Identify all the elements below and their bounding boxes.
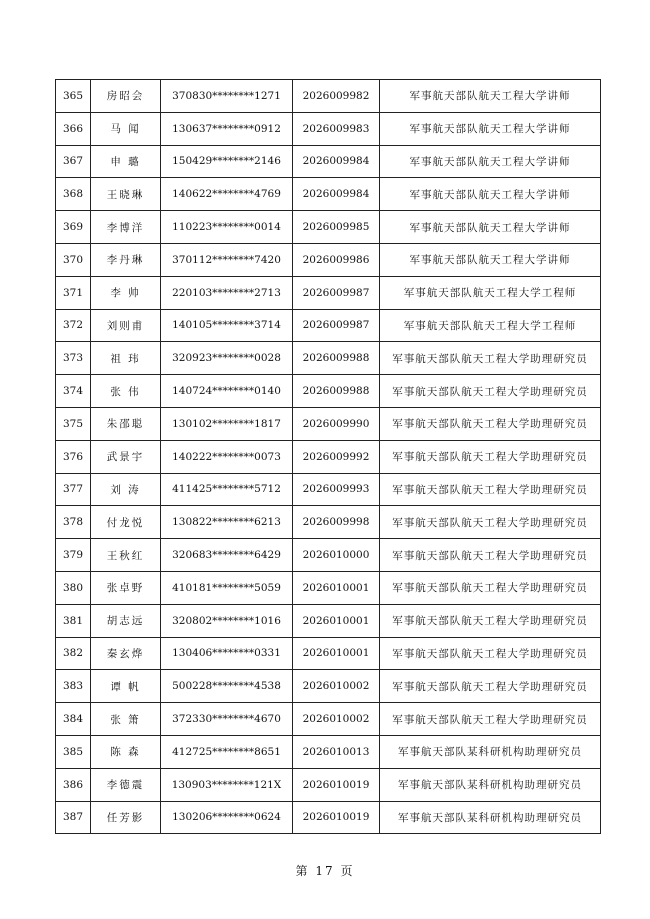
id-number: 320802********1016 [161, 604, 293, 637]
table-row [56, 112, 601, 145]
table-row [56, 670, 601, 703]
id-number: 220103********2713 [161, 276, 293, 309]
exam-number: 2026009987 [293, 309, 380, 342]
table-row [56, 309, 601, 342]
table-row [56, 506, 601, 539]
candidate-name: 秦玄烨 [91, 637, 161, 670]
table-row [56, 539, 601, 572]
table-row [56, 735, 601, 768]
id-number: 130903********121X [161, 768, 293, 801]
exam-number: 2026009984 [293, 145, 380, 178]
row-number: 376 [56, 440, 91, 473]
candidate-name: 申 璐 [91, 145, 161, 178]
exam-number: 2026009993 [293, 473, 380, 506]
row-number: 380 [56, 571, 91, 604]
candidate-table-body [56, 80, 601, 834]
exam-number: 2026009987 [293, 276, 380, 309]
candidate-name: 陈 森 [91, 735, 161, 768]
table-row [56, 211, 601, 244]
id-number: 320923********0028 [161, 342, 293, 375]
exam-number: 2026009990 [293, 407, 380, 440]
exam-number: 2026009992 [293, 440, 380, 473]
exam-number: 2026010019 [293, 801, 380, 834]
id-number: 130102********1817 [161, 407, 293, 440]
exam-number: 2026010001 [293, 637, 380, 670]
candidate-name: 马 闻 [91, 112, 161, 145]
id-number: 140724********0140 [161, 375, 293, 408]
exam-number: 2026010013 [293, 735, 380, 768]
id-number: 130822********6213 [161, 506, 293, 539]
table-row [56, 571, 601, 604]
candidate-name: 刘 涛 [91, 473, 161, 506]
id-number: 140222********0073 [161, 440, 293, 473]
exam-number: 2026009988 [293, 375, 380, 408]
candidate-name: 张 箫 [91, 703, 161, 736]
id-number: 410181********5059 [161, 571, 293, 604]
candidate-name: 张 伟 [91, 375, 161, 408]
table-row [56, 342, 601, 375]
exam-number: 2026009988 [293, 342, 380, 375]
candidate-name: 刘则甫 [91, 309, 161, 342]
position-title: 军事航天部队航天工程大学助理研究员 [380, 407, 601, 440]
row-number: 371 [56, 276, 91, 309]
table-row [56, 407, 601, 440]
table-row [56, 80, 601, 113]
row-number: 375 [56, 407, 91, 440]
exam-number: 2026009984 [293, 178, 380, 211]
position-title: 军事航天部队航天工程大学工程师 [380, 276, 601, 309]
position-title: 军事航天部队航天工程大学讲师 [380, 145, 601, 178]
position-title: 军事航天部队航天工程大学讲师 [380, 211, 601, 244]
row-number: 381 [56, 604, 91, 637]
position-title: 军事航天部队航天工程大学助理研究员 [380, 473, 601, 506]
row-number: 373 [56, 342, 91, 375]
candidate-name: 任芳影 [91, 801, 161, 834]
candidate-name: 李博洋 [91, 211, 161, 244]
row-number: 387 [56, 801, 91, 834]
id-number: 412725********8651 [161, 735, 293, 768]
row-number: 367 [56, 145, 91, 178]
id-number: 150429********2146 [161, 145, 293, 178]
position-title: 军事航天部队航天工程大学助理研究员 [380, 375, 601, 408]
position-title: 军事航天部队航天工程大学讲师 [380, 112, 601, 145]
table-row [56, 276, 601, 309]
position-title: 军事航天部队航天工程大学助理研究员 [380, 440, 601, 473]
row-number: 379 [56, 539, 91, 572]
row-number: 366 [56, 112, 91, 145]
table-row [56, 703, 601, 736]
exam-number: 2026010019 [293, 768, 380, 801]
position-title: 军事航天部队航天工程大学助理研究员 [380, 506, 601, 539]
row-number: 369 [56, 211, 91, 244]
id-number: 372330********4670 [161, 703, 293, 736]
table-row [56, 604, 601, 637]
id-number: 320683********6429 [161, 539, 293, 572]
id-number: 130637********0912 [161, 112, 293, 145]
candidate-name: 王晓琳 [91, 178, 161, 211]
candidate-name: 李丹琳 [91, 243, 161, 276]
row-number: 374 [56, 375, 91, 408]
id-number: 370112********7420 [161, 243, 293, 276]
id-number: 500228********4538 [161, 670, 293, 703]
table-row [56, 178, 601, 211]
position-title: 军事航天部队航天工程大学讲师 [380, 178, 601, 211]
exam-number: 2026010001 [293, 604, 380, 637]
exam-number: 2026009983 [293, 112, 380, 145]
exam-number: 2026009998 [293, 506, 380, 539]
row-number: 385 [56, 735, 91, 768]
candidate-name: 李 帅 [91, 276, 161, 309]
position-title: 军事航天部队航天工程大学助理研究员 [380, 637, 601, 670]
exam-number: 2026010002 [293, 670, 380, 703]
exam-number: 2026010000 [293, 539, 380, 572]
position-title: 军事航天部队航天工程大学助理研究员 [380, 703, 601, 736]
position-title: 军事航天部队航天工程大学助理研究员 [380, 670, 601, 703]
position-title: 军事航天部队某科研机构助理研究员 [380, 735, 601, 768]
id-number: 140105********3714 [161, 309, 293, 342]
table-row [56, 801, 601, 834]
candidate-name: 祖 玮 [91, 342, 161, 375]
id-number: 130406********0331 [161, 637, 293, 670]
position-title: 军事航天部队航天工程大学助理研究员 [380, 342, 601, 375]
candidate-name: 谭 帆 [91, 670, 161, 703]
row-number: 368 [56, 178, 91, 211]
position-title: 军事航天部队航天工程大学助理研究员 [380, 571, 601, 604]
id-number: 411425********5712 [161, 473, 293, 506]
table-row [56, 243, 601, 276]
id-number: 370830********1271 [161, 80, 293, 113]
position-title: 军事航天部队某科研机构助理研究员 [380, 768, 601, 801]
candidate-name: 武景宇 [91, 440, 161, 473]
candidate-name: 张卓野 [91, 571, 161, 604]
position-title: 军事航天部队某科研机构助理研究员 [380, 801, 601, 834]
exam-number: 2026010002 [293, 703, 380, 736]
row-number: 378 [56, 506, 91, 539]
candidate-name: 王秋红 [91, 539, 161, 572]
row-number: 384 [56, 703, 91, 736]
page-number: 第 17 页 [295, 864, 355, 878]
candidate-name: 胡志远 [91, 604, 161, 637]
position-title: 军事航天部队航天工程大学工程师 [380, 309, 601, 342]
exam-number: 2026009985 [293, 211, 380, 244]
row-number: 372 [56, 309, 91, 342]
candidate-name: 房昭会 [91, 80, 161, 113]
row-number: 365 [56, 80, 91, 113]
candidate-table [55, 79, 601, 834]
table-row [56, 145, 601, 178]
row-number: 386 [56, 768, 91, 801]
id-number: 130206********0624 [161, 801, 293, 834]
position-title: 军事航天部队航天工程大学讲师 [380, 243, 601, 276]
row-number: 370 [56, 243, 91, 276]
id-number: 110223********0014 [161, 211, 293, 244]
table-row [56, 375, 601, 408]
id-number: 140622********4769 [161, 178, 293, 211]
row-number: 377 [56, 473, 91, 506]
table-row [56, 768, 601, 801]
exam-number: 2026009986 [293, 243, 380, 276]
position-title: 军事航天部队航天工程大学助理研究员 [380, 539, 601, 572]
row-number: 383 [56, 670, 91, 703]
exam-number: 2026010001 [293, 571, 380, 604]
candidate-name: 朱邵聪 [91, 407, 161, 440]
position-title: 军事航天部队航天工程大学助理研究员 [380, 604, 601, 637]
table-row [56, 440, 601, 473]
position-title: 军事航天部队航天工程大学讲师 [380, 80, 601, 113]
candidate-name: 付龙悦 [91, 506, 161, 539]
table-row [56, 637, 601, 670]
exam-number: 2026009982 [293, 80, 380, 113]
candidate-name: 李德震 [91, 768, 161, 801]
row-number: 382 [56, 637, 91, 670]
table-row [56, 473, 601, 506]
